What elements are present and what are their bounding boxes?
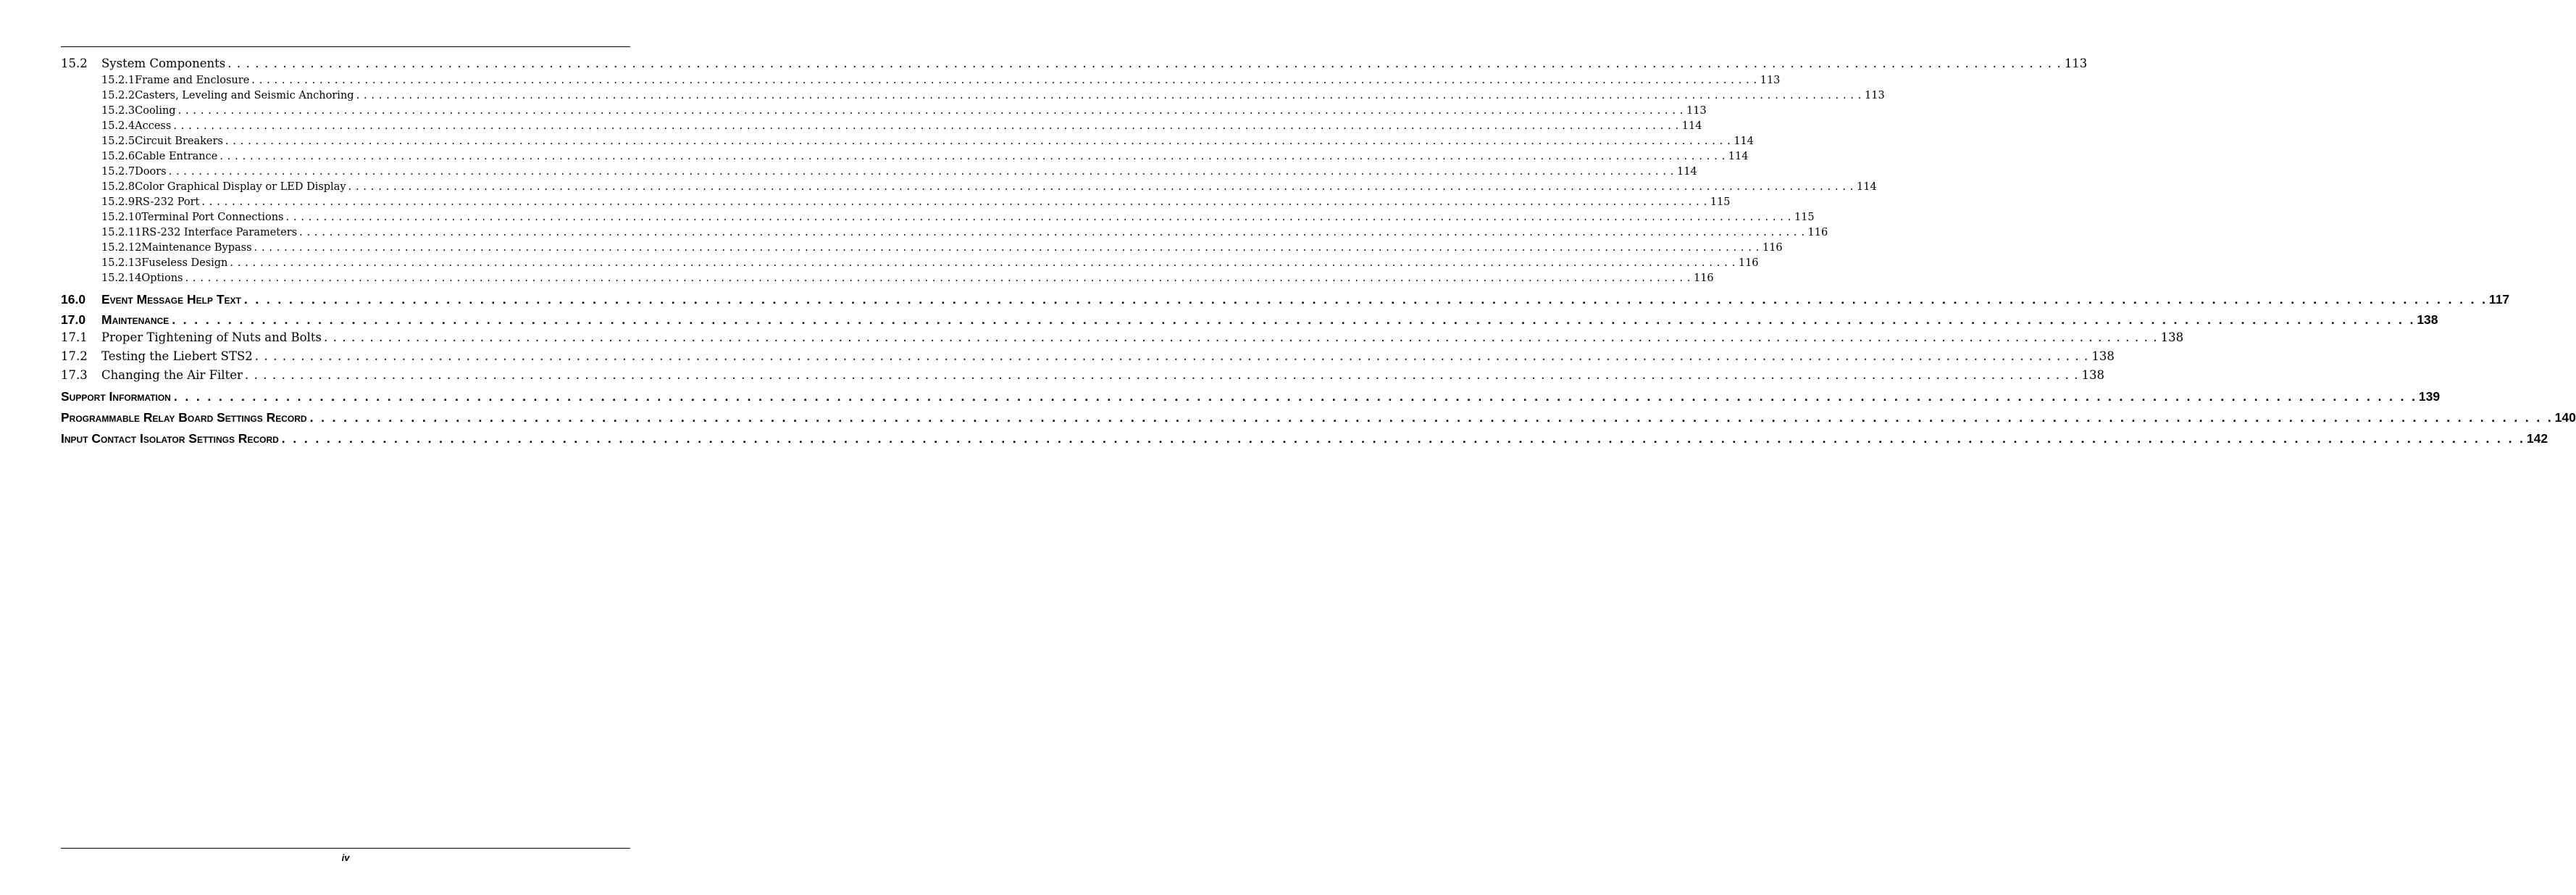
dot-leader: . . . . . . . . . . . . . . . . . . . . . . . . . . . . . . . . . . . . . . . . . . . . . . . . . . . . . . . . . . . . . . . . . . . . . . . . . . . . . . . . . . . . . . . . . . . . . . . . . . . . . . . . . . . . . . . . . . . . . . . . . . . . . . . . . . . . . . . . . . . . . . . . . . . . . . . . . . . . . . . . . . . . . . . . . . . . . . . . . . . . . . . . . . . . . . . . . . . . . . . . — [348, 181, 1854, 193]
section-title: Frame and Enclosure — [135, 75, 250, 86]
section-number: 17.1 — [61, 330, 88, 344]
section-number: 17.0 — [61, 312, 86, 327]
section-title: RS-232 Port — [135, 196, 200, 208]
page-number: 140 — [2554, 410, 2576, 425]
dot-leader: . . . . . . . . . . . . . . . . . . . . . . . . . . . . . . . . . . . . . . . . . . . . . . . . . . . . . . . . . . . . . . . . . . . . . . . . . . . . . . . . . . . . . . . . . . . . . . . . . . . . . . . . . . . . . . . . . . . . . . . . . . . . . . . . . . . . . . . . . . . . . . . . . . . . . . . . . . . . . . . . . . . . . . . . . . . . . . . . . . . . . . . . . . . . . . . . . . . . . . . . — [244, 368, 2079, 382]
dot-leader: . . . . . . . . . . . . . . . . . . . . . . . . . . . . . . . . . . . . . . . . . . . . . . . . . . . . . . . . . . . . . . . . . . . . . . . . . . . . . . . . . . . . . . . . . . . . . . . . . . . . . . . . . . . . . . . . . . . . . . . . . . . . . . . . . . . . . . . . . . . . . . . . . . . . . . . . . . . . . . . . . . . . . . . . . . . . . . . . . . . . . . . . . . . . . . . . . . . . . . . . — [281, 431, 2525, 446]
section-title: Programmable Relay Board Settings Record — [61, 410, 307, 425]
dot-leader: . . . . . . . . . . . . . . . . . . . . . . . . . . . . . . . . . . . . . . . . . . . . . . . . . . . . . . . . . . . . . . . . . . . . . . . . . . . . . . . . . . . . . . . . . . . . . . . . . . . . . . . . . . . . . . . . . . . . . . . . . . . . . . . . . . . . . . . . . . . . . . . . . . . . . . . . . . . . . . . . . . . . . . . . . . . . . . . . . . . . . . . . . . . . . . . . . . . . . . . . — [172, 312, 2416, 327]
section-number: 15.2.8 — [101, 181, 135, 193]
toc-entry-16-0[interactable] — [61, 292, 2510, 307]
toc-entry-input-contact-isolator[interactable] — [61, 431, 2548, 446]
section-title: System Components — [101, 57, 226, 70]
section-number: 15.2.2 — [101, 90, 135, 101]
toc-entry-15-2-3[interactable] — [61, 105, 1707, 117]
section-title: Maintenance — [101, 312, 170, 327]
header-rule — [61, 46, 630, 47]
section-title: Changing the Air Filter — [101, 368, 243, 382]
page-number: 139 — [2418, 389, 2441, 404]
section-title: Circuit Breakers — [135, 136, 223, 147]
dot-leader: . . . . . . . . . . . . . . . . . . . . . . . . . . . . . . . . . . . . . . . . . . . . . . . . . . . . . . . . . . . . . . . . . . . . . . . . . . . . . . . . . . . . . . . . . . . . . . . . . . . . . . . . . . . . . . . . . . . . . . . . . . . . . . . . . . . . . . . . . . . . . . . . . . . . . . . . . . . . . . . . . . . . . . . . . . . . . . . . . . . . . . . . . . . . . . . . . . . . . . . . — [225, 136, 1731, 147]
footer-rule — [61, 848, 630, 849]
dot-leader: . . . . . . . . . . . . . . . . . . . . . . . . . . . . . . . . . . . . . . . . . . . . . . . . . . . . . . . . . . . . . . . . . . . . . . . . . . . . . . . . . . . . . . . . . . . . . . . . . . . . . . . . . . . . . . . . . . . . . . . . . . . . . . . . . . . . . . . . . . . . . . . . . . . . . . . . . . . . . . . . . . . . . . . . . . . . . . . . . . . . . . . . . . . . . . . . . . . . . . . . — [254, 349, 2089, 363]
page-number: 114 — [1857, 181, 1877, 193]
section-title: Cable Entrance — [135, 151, 218, 162]
section-number: 15.2.7 — [101, 166, 135, 178]
section-title: Doors — [135, 166, 167, 178]
page-number: 114 — [1677, 166, 1697, 178]
section-title: Event Message Help Text — [101, 292, 241, 307]
section-number: 15.2 — [61, 57, 88, 70]
toc-entry-15-2-7[interactable] — [61, 166, 1697, 178]
page-number: 116 — [1807, 227, 1828, 238]
dot-leader: . . . . . . . . . . . . . . . . . . . . . . . . . . . . . . . . . . . . . . . . . . . . . . . . . . . . . . . . . . . . . . . . . . . . . . . . . . . . . . . . . . . . . . . . . . . . . . . . . . . . . . . . . . . . . . . . . . . . . . . . . . . . . . . . . . . . . . . . . . . . . . . . . . . . . . . . . . . . . . . . . . . . . . . . . . . . . . . . . . . . . . . . . . . . . . . . . . . . . . . . — [185, 272, 1691, 284]
section-number: 16.0 — [61, 292, 86, 307]
section-title: Input Contact Isolator Settings Record — [61, 431, 279, 446]
section-number: 15.2.12 — [101, 242, 142, 254]
dot-leader: . . . . . . . . . . . . . . . . . . . . . . . . . . . . . . . . . . . . . . . . . . . . . . . . . . . . . . . . . . . . . . . . . . . . . . . . . . . . . . . . . . . . . . . . . . . . . . . . . . . . . . . . . . . . . . . . . . . . . . . . . . . . . . . . . . . . . . . . . . . . . . . . . . . . . . . . . . . . . . . . . . . . . . . . . . . . . . . . . . . . . . . . . . . . . . . . . . . . . . . . — [230, 257, 1736, 269]
toc-entry-15-2-10[interactable] — [61, 212, 1815, 223]
dot-leader: . . . . . . . . . . . . . . . . . . . . . . . . . . . . . . . . . . . . . . . . . . . . . . . . . . . . . . . . . . . . . . . . . . . . . . . . . . . . . . . . . . . . . . . . . . . . . . . . . . . . . . . . . . . . . . . . . . . . . . . . . . . . . . . . . . . . . . . . . . . . . . . . . . . . . . . . . . . . . . . . . . . . . . . . . . . . . . . . . . . . . . . . . . . . . . . . . . . . . . . . — [285, 212, 1791, 223]
section-number: 15.2.13 — [101, 257, 142, 269]
toc-entry-15-2-9[interactable] — [61, 196, 1731, 208]
dot-leader: . . . . . . . . . . . . . . . . . . . . . . . . . . . . . . . . . . . . . . . . . . . . . . . . . . . . . . . . . . . . . . . . . . . . . . . . . . . . . . . . . . . . . . . . . . . . . . . . . . . . . . . . . . . . . . . . . . . . . . . . . . . . . . . . . . . . . . . . . . . . . . . . . . . . . . . . . . . . . . . . . . . . . . . . . . . . . . . . . . . . . . . . . . . . . . . . . . . . . . . . — [227, 57, 2062, 70]
section-number: 15.2.10 — [101, 212, 142, 223]
page-number: 115 — [1710, 196, 1731, 208]
section-number: 15.2.3 — [101, 105, 135, 117]
dot-leader: . . . . . . . . . . . . . . . . . . . . . . . . . . . . . . . . . . . . . . . . . . . . . . . . . . . . . . . . . . . . . . . . . . . . . . . . . . . . . . . . . . . . . . . . . . . . . . . . . . . . . . . . . . . . . . . . . . . . . . . . . . . . . . . . . . . . . . . . . . . . . . . . . . . . . . . . . . . . . . . . . . . . . . . . . . . . . . . . . . . . . . . . . . . . . . . . . . . . . . . . — [173, 389, 2417, 404]
toc-entry-15-2[interactable] — [61, 57, 2088, 70]
toc-entry-15-2-1[interactable] — [61, 75, 1781, 86]
dot-leader: . . . . . . . . . . . . . . . . . . . . . . . . . . . . . . . . . . . . . . . . . . . . . . . . . . . . . . . . . . . . . . . . . . . . . . . . . . . . . . . . . . . . . . . . . . . . . . . . . . . . . . . . . . . . . . . . . . . . . . . . . . . . . . . . . . . . . . . . . . . . . . . . . . . . . . . . . . . . . . . . . . . . . . . . . . . . . . . . . . . . . . . . . . . . . . . . . . . . . . . . — [309, 410, 2554, 425]
page-number: 116 — [1762, 242, 1783, 254]
section-title: Color Graphical Display or LED Display — [135, 181, 346, 193]
footer-page-number: iv — [341, 852, 350, 863]
section-number: 15.2.5 — [101, 136, 135, 147]
toc-entry-programmable-relay-board[interactable] — [61, 410, 2576, 425]
page-number: 138 — [2091, 349, 2115, 363]
toc-entry-17-3[interactable] — [61, 368, 2104, 382]
dot-leader: . . . . . . . . . . . . . . . . . . . . . . . . . . . . . . . . . . . . . . . . . . . . . . . . . . . . . . . . . . . . . . . . . . . . . . . . . . . . . . . . . . . . . . . . . . . . . . . . . . . . . . . . . . . . . . . . . . . . . . . . . . . . . . . . . . . . . . . . . . . . . . . . . . . . . . . . . . . . . . . . . . . . . . . . . . . . . . . . . . . . . . . . . . . . . . . . . . . . . . . . — [168, 166, 1675, 178]
section-number: 15.2.11 — [101, 227, 142, 238]
section-title: Options — [141, 272, 183, 284]
dot-leader: . . . . . . . . . . . . . . . . . . . . . . . . . . . . . . . . . . . . . . . . . . . . . . . . . . . . . . . . . . . . . . . . . . . . . . . . . . . . . . . . . . . . . . . . . . . . . . . . . . . . . . . . . . . . . . . . . . . . . . . . . . . . . . . . . . . . . . . . . . . . . . . . . . . . . . . . . . . . . . . . . . . . . . . . . . . . . . . . . . . . . . . . . . . . . . . . . . . . . . . . — [251, 75, 1757, 86]
section-number: 15.2.4 — [101, 120, 135, 132]
toc-entry-17-0[interactable] — [61, 312, 2438, 328]
toc-entry-17-2[interactable] — [61, 349, 2115, 363]
page-number: 138 — [2081, 368, 2104, 382]
dot-leader: . . . . . . . . . . . . . . . . . . . . . . . . . . . . . . . . . . . . . . . . . . . . . . . . . . . . . . . . . . . . . . . . . . . . . . . . . . . . . . . . . . . . . . . . . . . . . . . . . . . . . . . . . . . . . . . . . . . . . . . . . . . . . . . . . . . . . . . . . . . . . . . . . . . . . . . . . . . . . . . . . . . . . . . . . . . . . . . . . . . . . . . . . . . . . . . . . . . . . . . . — [324, 330, 2158, 344]
section-title: Support Information — [61, 389, 171, 404]
section-title: Terminal Port Connections — [141, 212, 284, 223]
page-number: 142 — [2526, 431, 2548, 446]
toc-entry-17-1[interactable] — [61, 330, 2184, 344]
toc-entry-15-2-6[interactable] — [61, 151, 1749, 162]
page-number: 114 — [1734, 136, 1755, 147]
page-number: 114 — [1728, 151, 1749, 162]
section-title: Testing the Liebert STS2 — [101, 349, 253, 363]
toc-entry-15-2-13[interactable] — [61, 257, 1759, 269]
toc-entry-15-2-11[interactable] — [61, 227, 1828, 238]
section-title: RS-232 Interface Parameters — [141, 227, 298, 238]
page-number: 113 — [1760, 75, 1781, 86]
page-number: 113 — [1865, 90, 1885, 101]
dot-leader: . . . . . . . . . . . . . . . . . . . . . . . . . . . . . . . . . . . . . . . . . . . . . . . . . . . . . . . . . . . . . . . . . . . . . . . . . . . . . . . . . . . . . . . . . . . . . . . . . . . . . . . . . . . . . . . . . . . . . . . . . . . . . . . . . . . . . . . . . . . . . . . . . . . . . . . . . . . . . . . . . . . . . . . . . . . . . . . . . . . . . . . . . . . . . . . . . . . . . . . . — [201, 196, 1707, 208]
toc-entry-15-2-12[interactable] — [61, 242, 1783, 254]
page-number: 116 — [1693, 272, 1714, 284]
page-number: 114 — [1681, 120, 1702, 132]
section-number: 17.2 — [61, 349, 88, 363]
section-number: 15.2.6 — [101, 151, 135, 162]
dot-leader: . . . . . . . . . . . . . . . . . . . . . . . . . . . . . . . . . . . . . . . . . . . . . . . . . . . . . . . . . . . . . . . . . . . . . . . . . . . . . . . . . . . . . . . . . . . . . . . . . . . . . . . . . . . . . . . . . . . . . . . . . . . . . . . . . . . . . . . . . . . . . . . . . . . . . . . . . . . . . . . . . . . . . . . . . . . . . . . . . . . . . . . . . . . . . . . . . . . . . . . . — [173, 120, 1679, 132]
toc-entry-15-2-2[interactable] — [61, 90, 1885, 101]
dot-leader: . . . . . . . . . . . . . . . . . . . . . . . . . . . . . . . . . . . . . . . . . . . . . . . . . . . . . . . . . . . . . . . . . . . . . . . . . . . . . . . . . . . . . . . . . . . . . . . . . . . . . . . . . . . . . . . . . . . . . . . . . . . . . . . . . . . . . . . . . . . . . . . . . . . . . . . . . . . . . . . . . . . . . . . . . . . . . . . . . . . . . . . . . . . . . . . . . . . . . . . . — [243, 292, 2488, 307]
dot-leader: . . . . . . . . . . . . . . . . . . . . . . . . . . . . . . . . . . . . . . . . . . . . . . . . . . . . . . . . . . . . . . . . . . . . . . . . . . . . . . . . . . . . . . . . . . . . . . . . . . . . . . . . . . . . . . . . . . . . . . . . . . . . . . . . . . . . . . . . . . . . . . . . . . . . . . . . . . . . . . . . . . . . . . . . . . . . . . . . . . . . . . . . . . . . . . . . . . . . . . . . — [299, 227, 1805, 238]
page-number: 113 — [1686, 105, 1707, 117]
page-number: 115 — [1794, 212, 1815, 223]
page-number: 113 — [2064, 57, 2088, 70]
section-number: 15.2.1 — [101, 75, 135, 86]
section-number: 15.2.14 — [101, 272, 142, 284]
page-number: 138 — [2160, 330, 2184, 344]
section-title: Cooling — [135, 105, 176, 117]
toc-entry-15-2-14[interactable] — [61, 272, 1714, 284]
toc-entry-support-information[interactable] — [61, 389, 2441, 404]
section-number: 17.3 — [61, 368, 88, 382]
page-number: 116 — [1738, 257, 1759, 269]
dot-leader: . . . . . . . . . . . . . . . . . . . . . . . . . . . . . . . . . . . . . . . . . . . . . . . . . . . . . . . . . . . . . . . . . . . . . . . . . . . . . . . . . . . . . . . . . . . . . . . . . . . . . . . . . . . . . . . . . . . . . . . . . . . . . . . . . . . . . . . . . . . . . . . . . . . . . . . . . . . . . . . . . . . . . . . . . . . . . . . . . . . . . . . . . . . . . . . . . . . . . . . . — [219, 151, 1726, 162]
section-title: Access — [135, 120, 172, 132]
toc-entry-15-2-5[interactable] — [61, 136, 1755, 147]
toc-entry-15-2-4[interactable] — [61, 120, 1702, 132]
page-number: 138 — [2417, 312, 2438, 327]
dot-leader: . . . . . . . . . . . . . . . . . . . . . . . . . . . . . . . . . . . . . . . . . . . . . . . . . . . . . . . . . . . . . . . . . . . . . . . . . . . . . . . . . . . . . . . . . . . . . . . . . . . . . . . . . . . . . . . . . . . . . . . . . . . . . . . . . . . . . . . . . . . . . . . . . . . . . . . . . . . . . . . . . . . . . . . . . . . . . . . . . . . . . . . . . . . . . . . . . . . . . . . . — [254, 242, 1760, 254]
dot-leader: . . . . . . . . . . . . . . . . . . . . . . . . . . . . . . . . . . . . . . . . . . . . . . . . . . . . . . . . . . . . . . . . . . . . . . . . . . . . . . . . . . . . . . . . . . . . . . . . . . . . . . . . . . . . . . . . . . . . . . . . . . . . . . . . . . . . . . . . . . . . . . . . . . . . . . . . . . . . . . . . . . . . . . . . . . . . . . . . . . . . . . . . . . . . . . . . . . . . . . . . — [356, 90, 1862, 101]
section-title: Fuseless Design — [141, 257, 228, 269]
section-title: Maintenance Bypass — [141, 242, 252, 254]
toc-entry-15-2-8[interactable] — [61, 181, 1877, 193]
dot-leader: . . . . . . . . . . . . . . . . . . . . . . . . . . . . . . . . . . . . . . . . . . . . . . . . . . . . . . . . . . . . . . . . . . . . . . . . . . . . . . . . . . . . . . . . . . . . . . . . . . . . . . . . . . . . . . . . . . . . . . . . . . . . . . . . . . . . . . . . . . . . . . . . . . . . . . . . . . . . . . . . . . . . . . . . . . . . . . . . . . . . . . . . . . . . . . . . . . . . . . . . — [177, 105, 1684, 117]
section-number: 15.2.9 — [101, 196, 135, 208]
page-number: 117 — [2488, 292, 2510, 307]
section-title: Casters, Leveling and Seismic Anchoring — [135, 90, 354, 101]
section-title: Proper Tightening of Nuts and Bolts — [101, 330, 322, 344]
